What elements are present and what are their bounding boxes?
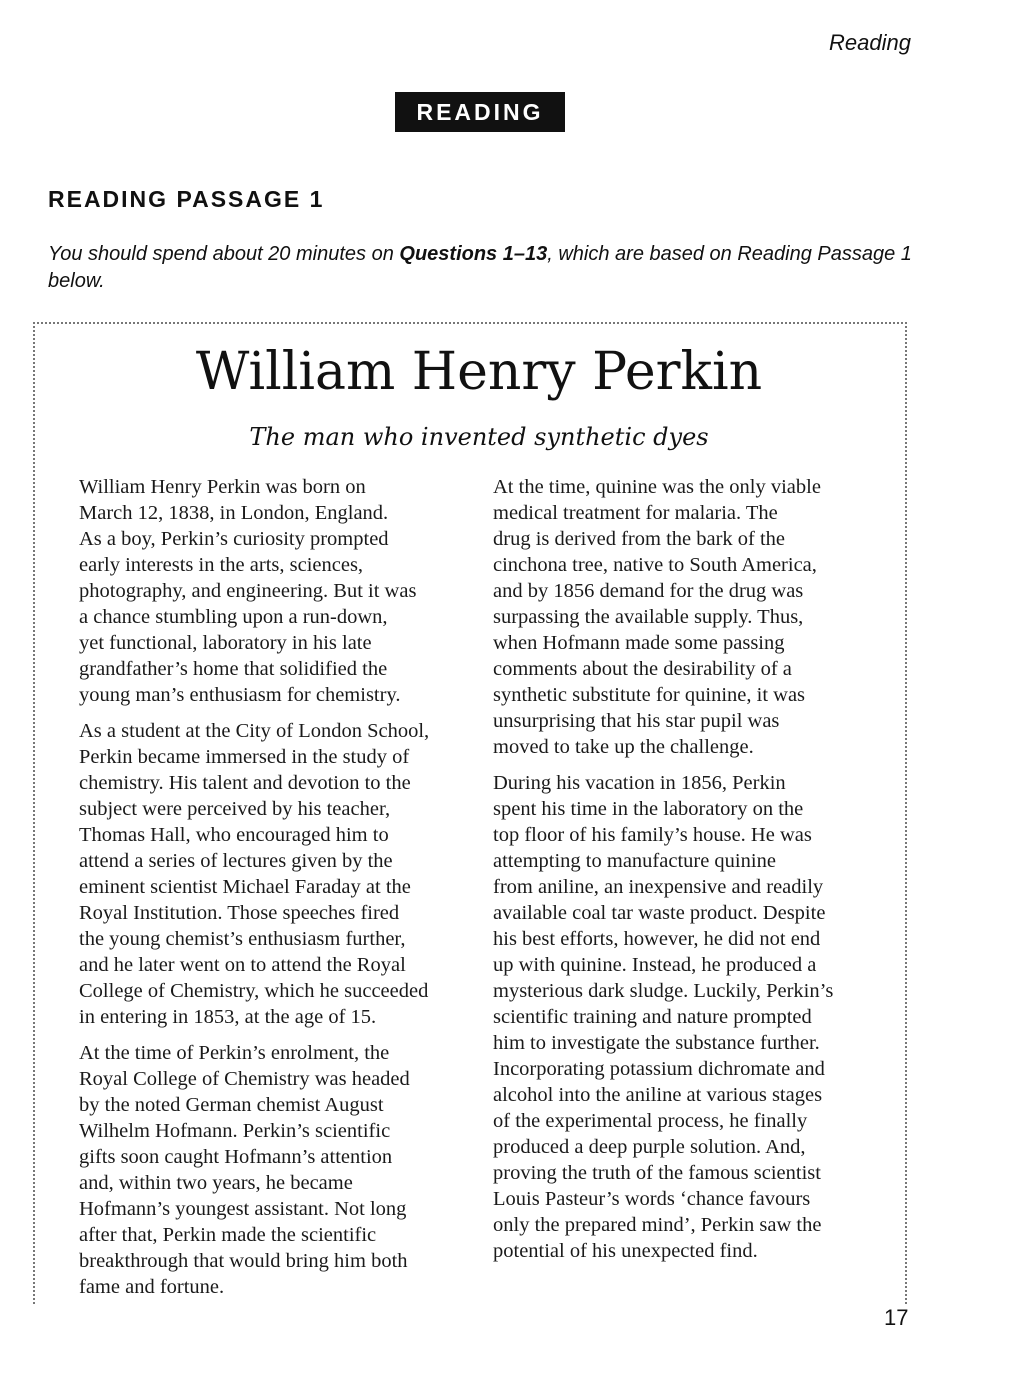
article-paragraph: At the time of Perkin’s enrolment, the Royal College of Chemistry was headed by the noted German chemist August Wilhelm Hofmann. Perkin’s scientific gifts soon caught Hofmann’s attention and, within two years, he became Hofmann’s youngest assistant. Not long after that, Perkin made the scientific breakthrough that would bring him both fame and fortune. [79,1042,410,1298]
instructions-question-range: Questions 1–13 [399,243,548,265]
instructions-text-before: You should spend about 20 minutes on [48,243,400,265]
instructions-text-after: , which are based on Reading Passage 1 below. [48,243,912,292]
passage-label: READING PASSAGE 1 [48,186,325,212]
article-paragraph: At the time, quinine was the only viable medical treatment for malaria. The drug is derived from the bark of the cinchona tree, native to South America, and by 1856 demand for the drug was surpassing the available supply. Thus, when Hofmann made some passing comments about the desirability of a synthetic substitute for quinine, it was unsurprising that his star pupil was moved to take up the challenge. [493,476,821,758]
running-head: Reading [829,30,911,55]
section-banner: READING [395,92,565,132]
instructions [48,241,918,295]
article-title: William Henry Perkin [195,342,763,402]
article-paragraph: As a student at the City of London School, Perkin became immersed in the study of chemistry. His talent and devotion to the subject were perceived by his teacher, Thomas Hall, who encouraged him to attend a series of lectures given by the eminent scientist Michael Faraday at the Royal Institution. Those speeches fired the young chemist’s enthusiasm further, and he later went on to attend the Royal College of Chemistry, which he succeeded in entering in 1853, at the age of 15. [79,720,430,1028]
article-column-left [79,474,477,1310]
page-number: 17 [884,1305,909,1330]
article-subtitle: The man who invented synthetic dyes [249,423,709,451]
article-paragraph: During his vacation in 1856, Perkin spent his time in the laboratory on the top floor of his family’s house. He was attempting to manufacture quinine from aniline, an inexpensive and readily available coal tar waste product. Despite his best efforts, however, he did not end up with quinine. Instead, he produced a mysterious dark sludge. Luckily, Perkin’s scientific training and nature prompted him to investigate the substance further. Incorporating potassium dichromate and alcohol into the aniline at various stages of the experimental process, he finally produced a deep purple solution. And, proving the truth of the famous scientist Louis Pasteur’s words ‘chance favours only the prepared mind’, Perkin saw the potential of his unexpected find. [493,772,834,1262]
article-paragraph: William Henry Perkin was born on March 12, 1838, in London, England. As a boy, Perkin’s curiosity prompted early interests in the arts, sciences, photography, and engineering. But it was a chance stumbling upon a run-down, yet functional, laboratory in his late grandfather’s home that solidified the young man’s enthusiasm for chemistry. [79,476,417,706]
article-column-right [493,474,891,1274]
